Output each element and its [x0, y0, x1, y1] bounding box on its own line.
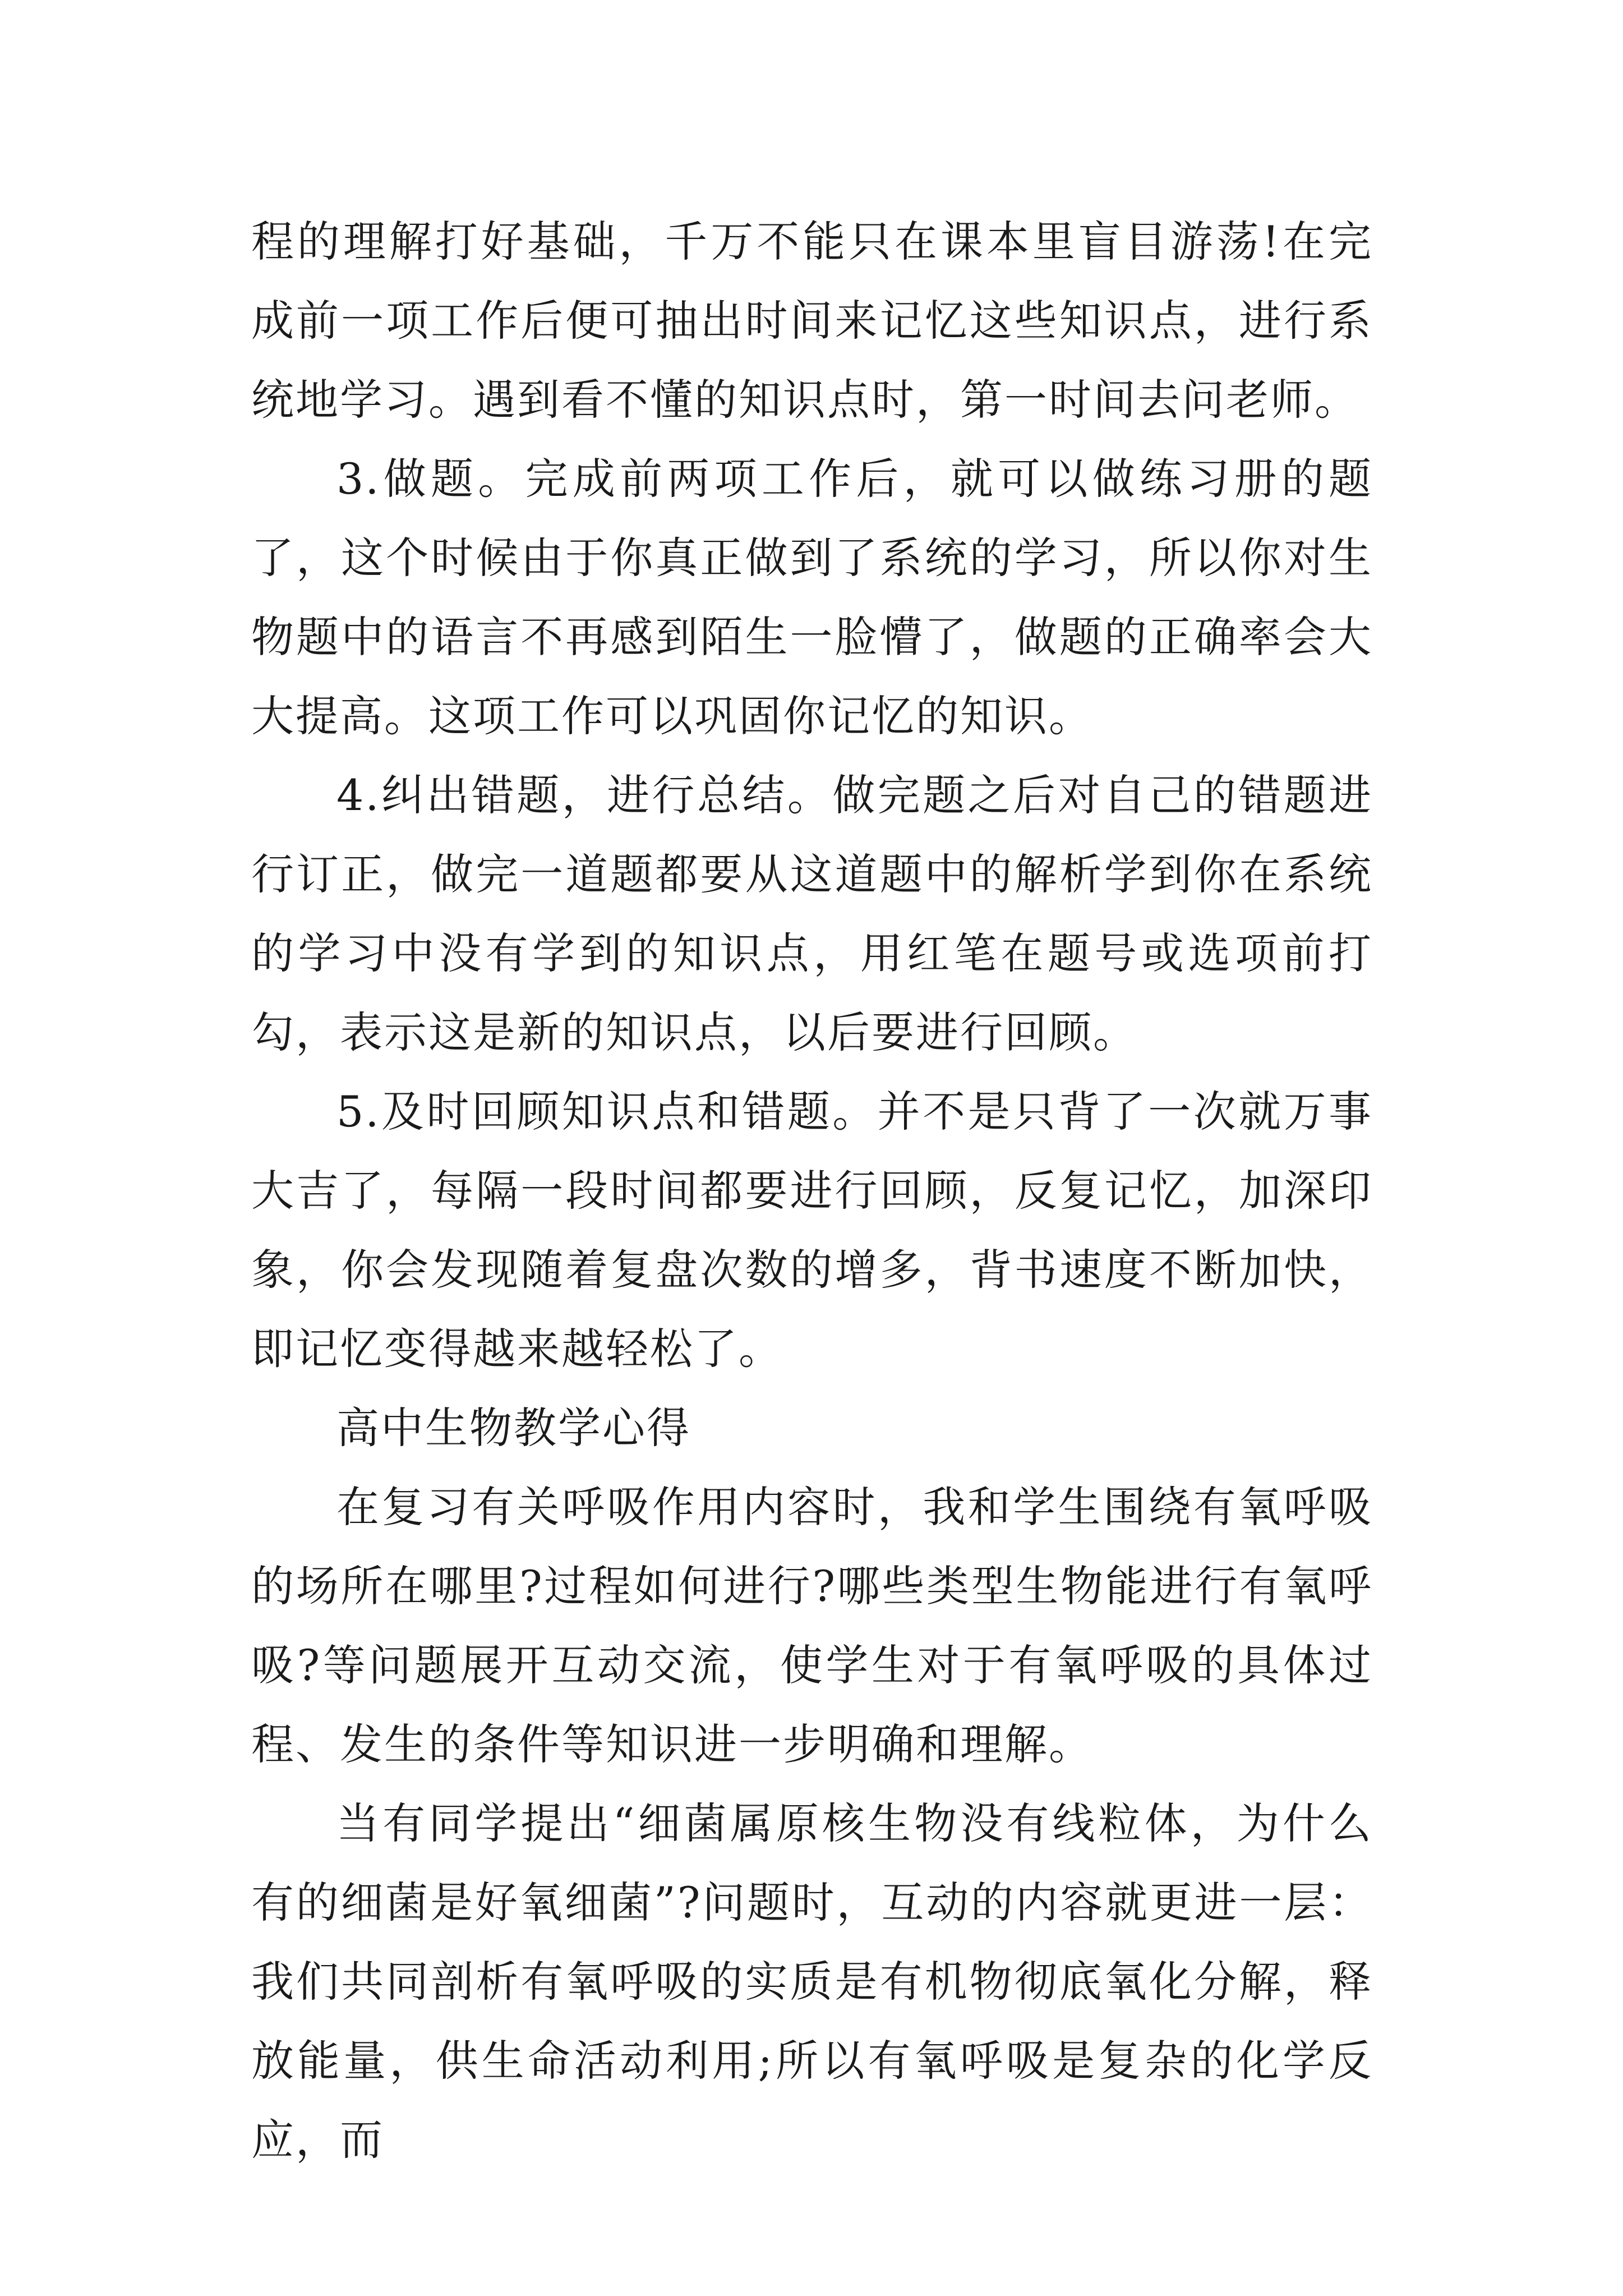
section-heading: 高中生物教学心得	[336, 1403, 691, 1453]
paragraph-step-3: 3.做题。完成前两项工作后，就可以做练习册的题了，这个时候由于你真正做到了系统的学习，所以你对生物题中的语言不再感到陌生一脸懵了，做题的正确率会大大提高。这项工作可以巩固你记忆的知识。	[251, 454, 1373, 741]
paragraph-bacteria-question: 当有同学提出“细菌属原核生物没有线粒体，为什么有的细菌是好氧细菌”?问题时，互动的内容就更进一层：我们共同剖析有氧呼吸的实质是有机物彻底氧化分解，释放能量，供生命活动利用;所以有氧呼吸是复杂的化学反应，而	[251, 1798, 1373, 2165]
paragraph-step-5: 5.及时回顾知识点和错题。并不是只背了一次就万事大吉了，每隔一段时间都要进行回顾，反复记忆，加深印象，你会发现随着复盘次数的增多，背书速度不断加快，即记忆变得越来越轻松了。	[251, 1087, 1373, 1374]
paragraph-respiration-review: 在复习有关呼吸作用内容时，我和学生围绕有氧呼吸的场所在哪里?过程如何进行?哪些类型生物能进行有氧呼吸?等问题展开互动交流，使学生对于有氧呼吸的具体过程、发生的条件等知识进一步明确和理解。	[251, 1482, 1373, 1769]
paragraph-step-4: 4.纠出错题，进行总结。做完题之后对自己的错题进行订正，做完一道题都要从这道题中的解析学到你在系统的学习中没有学到的知识点，用红笔在题号或选项前打勾，表示这是新的知识点，以后要进行回顾。	[251, 770, 1373, 1057]
paragraph-continued: 程的理解打好基础，千万不能只在课本里盲目游荡!在完成前一项工作后便可抽出时间来记忆这些知识点，进行系统地学习。遇到看不懂的知识点时，第一时间去问老师。	[251, 217, 1373, 425]
document-body	[251, 202, 1373, 2179]
